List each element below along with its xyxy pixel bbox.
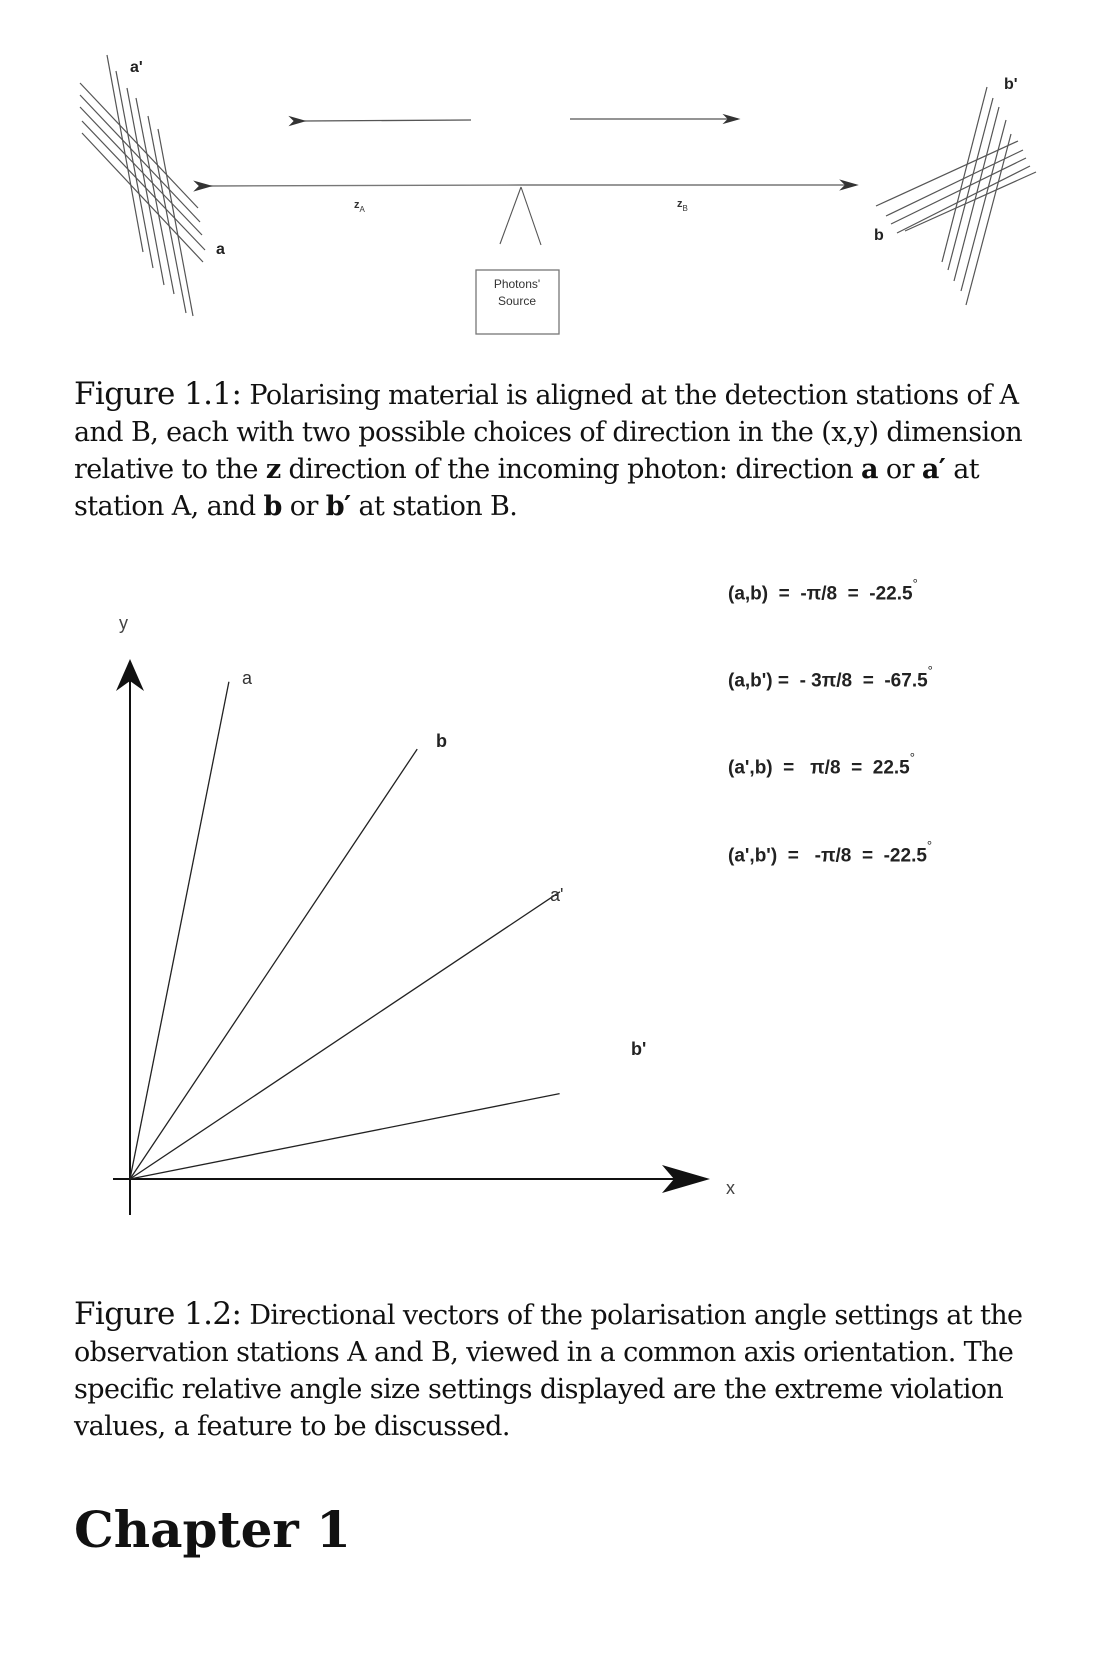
vector-label-b-prime: b' (631, 1039, 647, 1059)
label-zB: $z_B$ (677, 198, 688, 213)
vector-label-a: a (242, 668, 253, 688)
vector-label-b: b (436, 731, 447, 751)
figure-1-2-caption: Figure 1.2: Directional vectors of the polarisation angle settings at the observation stations A and B, viewed in a common axis orientation. The specific relative angle size settings displayed are the extreme violation values, a feature to be discussed. (74, 1296, 1023, 1442)
equation-a-prime-b-prime: (a',b') = -π/8 = -22.5° (728, 838, 933, 867)
label-a: a (216, 241, 225, 258)
y-axis-label: y (119, 613, 128, 633)
figure-1-2-label: Figure 1.2: (74, 1296, 242, 1332)
vector-label-a-prime: a' (550, 885, 564, 905)
x-axis-label: x (726, 1178, 735, 1198)
equation-a-prime-b: (a',b) = π/8 = 22.5° (728, 750, 915, 779)
label-b: b (874, 227, 884, 244)
equation-a-b: (a,b) = -π/8 = -22.5° (728, 576, 918, 605)
figure-1-1-caption: Figure 1.1: Polarising material is aligned at the detection stations of A and B, each with two possible choices of direction in the (x,y) dimension relative to the z direction of the incoming photon: direction a or a′ at station A, and b or b′ at station B. (74, 376, 1023, 522)
label-b-prime: b' (1004, 76, 1018, 93)
source-label-line2: Source (497, 294, 537, 308)
source-label-line1: Photons' (493, 277, 541, 291)
label-a-prime: a' (130, 59, 143, 76)
chapter-heading: Chapter 1 (74, 1500, 351, 1559)
equation-a-b-prime: (a,b') = - 3π/8 = -67.5° (728, 663, 933, 692)
figure-1-1-label: Figure 1.1: (74, 376, 242, 412)
label-zA: $z_A$ (354, 199, 365, 214)
